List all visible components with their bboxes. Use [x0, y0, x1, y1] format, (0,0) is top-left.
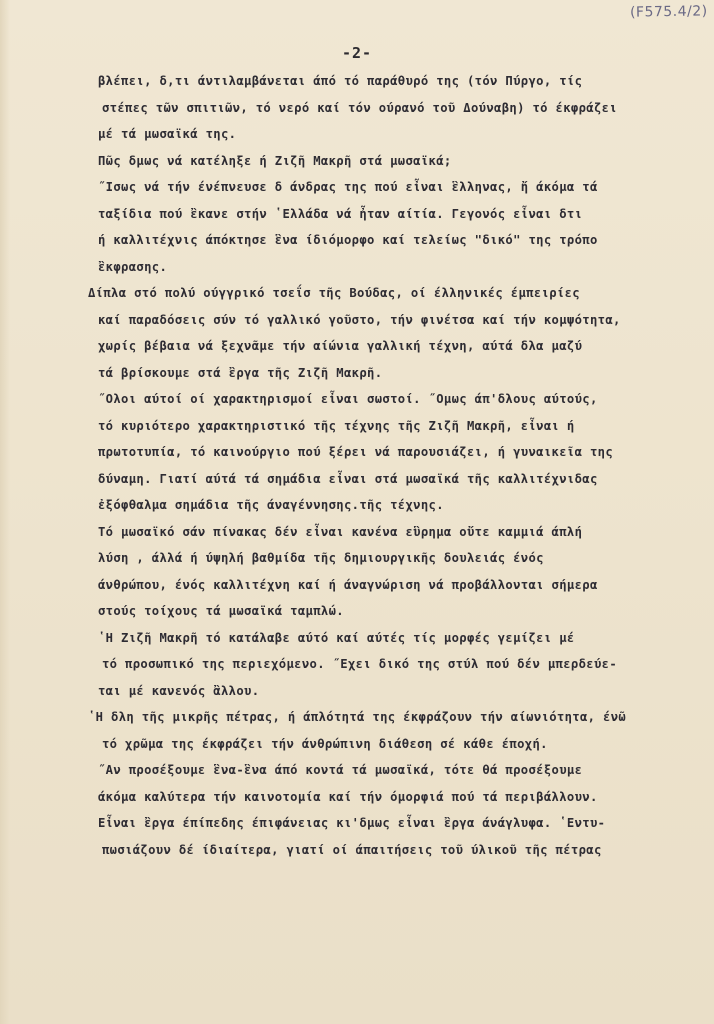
text-line: άνθρώπου, ένός καλλιτέχνη καί ή άναγνώριση νά προβάλλονται σήμερα [98, 577, 598, 592]
text-line: τό χρῶμα της έκφράζει τήν άνθρώπινη διάθεση σέ κάθε έποχή. [102, 736, 548, 751]
text-line: μέ τά μωσαϊκά της. [98, 127, 237, 141]
text-line: Τό μωσαϊκό σάν πίνακας δέν εἶναι κανένα εὓρημα οὔτε καμμιά άπλή [98, 524, 583, 539]
text-line: Πῶς δμως νά κατέληξε ή Ζιζῆ Μακρῆ στά μωσαϊκά; [98, 153, 452, 168]
text-line: καί παραδόσεις σύν τό γαλλικό γοῦστο, τήν φινέτσα καί τήν κομψότητα, [98, 312, 621, 327]
text-line: πρωτοτυπία, τό καινούργιο πού ξέρει νά παρουσιάζει, ή γυναικεῖα της [98, 445, 614, 459]
archive-reference: (F575.4/2) [630, 3, 709, 21]
typed-body-text [88, 68, 714, 863]
text-line: τά βρίσκουμε στά ἒργα τῆς Ζιζῆ Μακρῆ. [98, 365, 383, 380]
text-line: δύναμη. Γιατί αύτά τά σημάδια εἶναι στά μωσαϊκά τῆς καλλιτέχνιδας [98, 471, 598, 486]
text-line: βλέπει, δ,τι άντιλαμβάνεται άπό τό παράθυρό της (τόν Πύργο, τίς [98, 74, 583, 88]
paper-edge-shadow [0, 0, 10, 1024]
text-line: Δίπλα στό πολύ ούγγρικό τσεΐσ τῆς Βούδας, οί έλληνικές έμπειρίες [88, 286, 580, 300]
text-line: ˝Ισως νά τήν ένέπνευσε δ άνδρας της πού εἶναι ἓλληνας, ἤ άκόμα τά [98, 180, 598, 194]
text-line: ταξίδια πού ἒκανε στήν ʽΕλλάδα νά ἦταν αίτία. Γεγονός εἶναι δτι [98, 206, 583, 221]
text-line: τό κυριότερο χαρακτηριστικό τῆς τέχνης τῆς Ζιζῆ Μακρῆ, εἶναι ή [98, 418, 575, 433]
text-line: στέπες τῶν σπιτιῶν, τό νερό καί τόν ούρανό τοῦ Δούναβη) τό έκφράζει [102, 100, 618, 115]
text-line: άκόμα καλύτερα τήν καινοτομία καί τήν όμορφιά πού τά περιβάλλουν. [98, 789, 598, 804]
text-line: ˝Ολοι αύτοί οί χαρακτηρισμοί εἶναι σωστοί. ˝Ομως άπ'δλους αύτούς, [98, 392, 598, 406]
text-line: πωσιάζουν δέ ίδιαίτερα, γιατί οί άπαιτήσεις τοῦ ύλικοῦ τῆς πέτρας [102, 842, 602, 857]
text-line: χωρίς βέβαια νά ξεχνᾶμε τήν αίώνια γαλλική τέχνη, αύτά δλα μαζύ [98, 339, 583, 353]
text-line: ἐξόφθαλμα σημάδια τῆς άναγέννησης.τῆς τέχνης. [98, 498, 444, 512]
text-line: ʽΗ Ζιζῆ Μακρῆ τό κατάλαβε αύτό καί αύτές τίς μορφές γεμίζει μέ [98, 630, 575, 645]
text-line: ˝Αν προσέξουμε ἓνα-ἓνα άπό κοντά τά μωσαϊκά, τότε θά προσέξουμε [98, 763, 583, 777]
text-line: στούς τοίχους τά μωσαϊκά ταμπλώ. [98, 604, 344, 618]
text-line: τό προσωπικό της περιεχόμενο. ˝Εχει δικό της στύλ πού δέν μπερδεύε- [102, 657, 618, 671]
text-line: ται μέ κανενός ἂλλου. [98, 683, 260, 698]
text-line: Εἶναι ἒργα έπίπεδης έπιφάνειας κι'δμως εἶναι ἒργα άνάγλυφα. ʽΕντυ- [98, 816, 606, 830]
text-line: ή καλλιτέχνις άπόκτησε ἓνα ίδιόμορφο καί τελείως "δικό" της τρόπο [98, 233, 598, 247]
text-line: λύση , άλλά ή ύψηλή βαθμίδα τῆς δημιουργικῆς δουλειάς ένός [98, 551, 544, 565]
page-number: -2- [341, 44, 373, 62]
text-line: ʽΗ δλη τῆς μικρῆς πέτρας, ή άπλότητά της έκφράζουν τήν αίωνιότητα, ένῶ [88, 710, 627, 724]
text-line: ἒκφρασης. [98, 259, 168, 274]
